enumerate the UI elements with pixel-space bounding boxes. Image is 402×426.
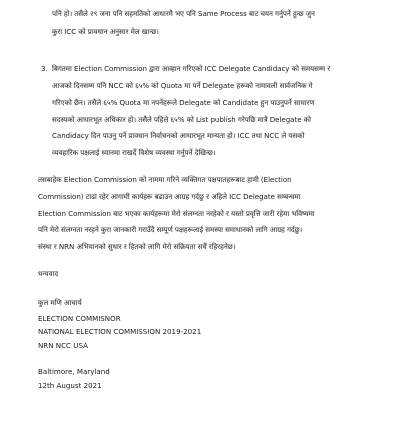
continued-text-line-2: कुरा ICC को प्रावधान अनुसार मेल खान्छ। <box>52 27 159 36</box>
closing-paragraph-line-2: Commission) टाढा रहेर आगामी कार्यहरू बढाउन आग्रह गर्दछु र अहिले ICC Delegate सम्बन्धमा <box>38 192 301 201</box>
closing-paragraph-line-1: तसबाहेक Election Commission को नाममा गरिने व्यक्तिगत पक्षपातहरूबाट हामी (Election <box>38 175 292 184</box>
document-date: 12th August 2021 <box>38 381 102 390</box>
signatory-title: ELECTION COMMISNOR <box>38 314 121 323</box>
signatory-group: NRN NCC USA <box>38 341 88 350</box>
signatory-organization: NATIONAL ELECTION COMMISSION 2019-2021 <box>38 327 202 336</box>
item-3-line-4: सदस्यको आधारभूत अधिकार हो। तसैले पहिले ६५% को List publish गरेपछि मात्रै Delegate को <box>52 115 311 124</box>
item-3-line-6: व्यवहारिक पक्षलाई ध्यानमा राखर्दे विशेष व्यवस्था गर्नुपर्ने देखिन्छ। <box>52 148 216 157</box>
thanks-text: धन्यवाद <box>38 269 59 278</box>
closing-paragraph-line-5: संस्था र NRN अभियानको सुधार र हितको लागि मेरो सक्रियता सधैं रहिरहनेछ। <box>38 242 236 251</box>
item-3-number: 3. <box>41 64 48 73</box>
continued-text-line-1: पनि हो। तसैले २९ जना पनि सहमतिको आधारमै भए पनि Same Process बाट चयन गर्नुपर्ने हुन्छ जुन <box>52 9 315 18</box>
closing-paragraph-line-4: पनि मेरो संलग्नता नरहने कुरा जानकारी गराउँदै सम्पूर्ण पक्षहरूलाई समस्या समाधानको लागि आग्रह गर्दछु। <box>38 225 303 234</box>
signatory-name: कुल मणि आचार्य <box>38 298 82 307</box>
item-3-line-5: Candidacy दिन पाउनु पर्ने प्रावधान निर्वाचनको आधारभूत मान्यता हो। ICC तथा NCC ले यसको <box>52 131 305 140</box>
signatory-place: Baltimore, Maryland <box>38 367 110 376</box>
item-3-line-2: आजको दिनसम्म पनि NCC को ६५% को Quota मा पर्ने Delegate हरूको नामावली सार्वजनिक गे <box>52 81 313 90</box>
closing-paragraph-line-3: Election Commission बाट भएका कार्यहरूमा मेरो संलग्नता नरहेको र यस्तो प्रवृत्ति जारी रहेमा भविष्यमा <box>38 209 315 218</box>
item-3-line-3: गरिएको छैन। तसैले ६५% Quota मा नपर्नेहरूले Delegate को Candidate हुन पाउनुपर्ने साधारण <box>52 98 315 107</box>
item-3-line-1: बिगतमा Election Commission द्वारा आव्हान गरिएको ICC Delegate Candidacy को समयसम्म र <box>52 64 331 73</box>
